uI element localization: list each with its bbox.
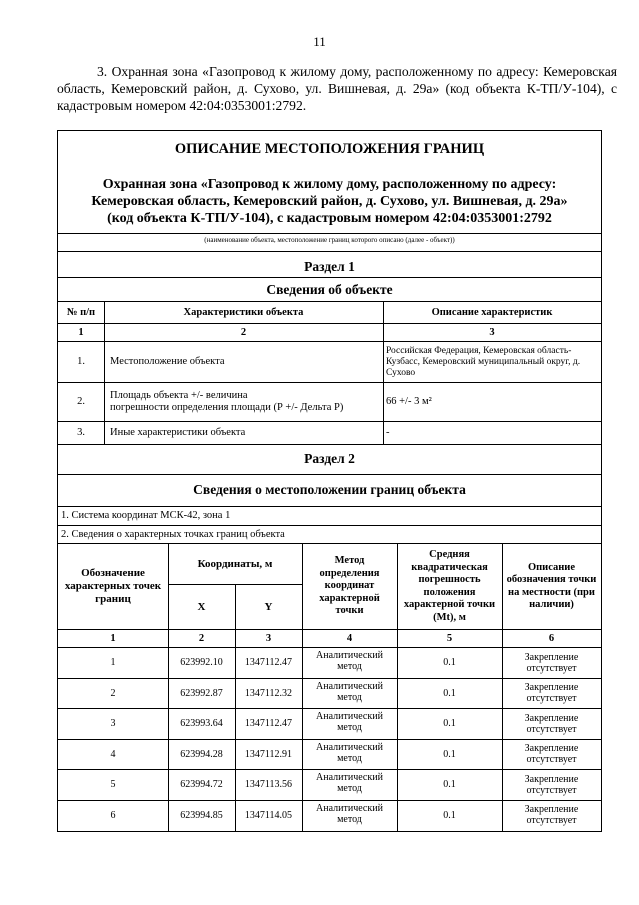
- point-id: 6: [110, 809, 116, 821]
- point-marking: Закрепление отсутствует: [524, 651, 579, 674]
- header-cell: Средняя квадратическая погрешность положения характерной точки (Mt), м: [403, 549, 496, 623]
- point-method: Аналитический метод: [316, 741, 383, 764]
- column-number: 2: [198, 632, 205, 644]
- column-line: [104, 302, 105, 444]
- point-accuracy: 0.1: [443, 657, 456, 669]
- divider: [58, 444, 601, 445]
- header-cell: Характеристики объекта: [183, 306, 304, 318]
- header-cell: Обозначение характерных точек границ: [64, 567, 162, 605]
- point-accuracy: 0.1: [443, 809, 456, 821]
- column-number: 3: [265, 632, 272, 644]
- column-line: [168, 544, 169, 831]
- section2-title: Раздел 2: [304, 451, 355, 466]
- column-number: 3: [489, 326, 495, 338]
- point-id: 3: [110, 718, 116, 730]
- row-number: 2.: [77, 396, 85, 407]
- object-name-line: Кемеровская область, Кемеровский район, д. Сухово, ул. Вишневая, д. 29а»: [91, 194, 568, 209]
- form-title: ОПИСАНИЕ МЕСТОПОЛОЖЕНИЯ ГРАНИЦ: [174, 141, 485, 157]
- row-number: 1.: [77, 356, 85, 367]
- characteristic-name: Местоположение объекта: [110, 356, 225, 367]
- point-accuracy: 0.1: [443, 687, 456, 699]
- point-y: 1347112.91: [244, 748, 293, 760]
- column-number: 1: [110, 632, 116, 644]
- point-marking: Закрепление отсутствует: [524, 773, 579, 796]
- column-number: 1: [78, 326, 84, 338]
- coordinate-system: 1. Система координат МСК-42, зона 1: [61, 510, 231, 521]
- point-x: 623994.85: [180, 809, 223, 821]
- object-caption: (наименование объекта, местоположение границ которого описано (далее - объект)): [204, 236, 455, 244]
- row-number: 3.: [77, 427, 85, 438]
- section2-subtitle: Сведения о местоположении границ объекта: [193, 482, 466, 497]
- column-line: [397, 544, 398, 831]
- point-accuracy: 0.1: [443, 748, 456, 760]
- header-cell: Метод определения координат характерной точки: [319, 555, 380, 617]
- point-accuracy: 0.1: [443, 779, 456, 791]
- intro-paragraph: 3. Охранная зона «Газопровод к жилому дому, расположенному по адресу: Кемеровская область, Кемеровский район, д. Сухово, ул. Вишневая, д. 29а» (код объекта К-ТП/У-104), с кадастровым номером 42:04:0353001:2792.: [57, 64, 617, 113]
- boundary-description-form: [57, 130, 602, 832]
- column-line: [502, 544, 503, 831]
- column-line: [302, 544, 303, 831]
- divider: [58, 474, 601, 475]
- point-x: 623994.28: [180, 748, 223, 760]
- characteristic-name: Иные характеристики объекта: [110, 427, 246, 438]
- point-id: 2: [110, 687, 116, 699]
- object-name: [58, 176, 601, 227]
- point-marking: Закрепление отсутствует: [524, 804, 579, 827]
- section1-subtitle: Сведения об объекте: [266, 282, 393, 297]
- points-caption: 2. Сведения о характерных точках границ объекта: [61, 528, 285, 540]
- point-marking: Закрепление отсутствует: [524, 682, 579, 705]
- divider: [58, 251, 601, 252]
- section1-title: Раздел 1: [304, 259, 355, 274]
- point-method: Аналитический метод: [316, 772, 383, 794]
- characteristic-value: -: [386, 427, 390, 438]
- header-cell: Описание обозначения точки на местности (при наличии): [506, 561, 597, 610]
- point-accuracy: 0.1: [443, 718, 456, 730]
- characteristic-value: 66 +/- 3 м²: [386, 396, 432, 407]
- column-number: 2: [240, 326, 247, 338]
- characteristic-name: [104, 383, 383, 421]
- point-method: Аналитический метод: [316, 711, 383, 733]
- point-id: 4: [110, 748, 116, 760]
- column-line: [383, 302, 384, 444]
- point-y: 1347112.32: [244, 687, 293, 699]
- point-y: 1347112.47: [244, 718, 293, 730]
- header-cell: X: [197, 601, 206, 613]
- point-id: 5: [110, 779, 116, 791]
- characteristic-name-line: погрешности определения площади (Р +/- Дельта Р): [110, 402, 344, 413]
- header-cell: Y: [264, 601, 273, 613]
- header-cell: № п/п: [66, 306, 96, 318]
- column-line: [235, 585, 236, 831]
- point-x: 623992.87: [180, 687, 223, 699]
- point-y: 1347112.47: [244, 657, 293, 669]
- point-x: 623993.64: [180, 718, 223, 730]
- point-id: 1: [110, 657, 116, 669]
- point-x: 623992.10: [180, 657, 223, 669]
- point-y: 1347114.05: [244, 809, 293, 821]
- point-x: 623994.72: [180, 779, 223, 791]
- point-method: Аналитический метод: [316, 650, 383, 672]
- point-method: Аналитический метод: [316, 680, 383, 703]
- point-y: 1347113.56: [244, 779, 293, 791]
- point-method: Аналитический метод: [316, 802, 383, 825]
- page-number: 11: [313, 34, 326, 49]
- divider: [58, 233, 601, 234]
- characteristic-name-line: Площадь объекта +/- величина: [110, 390, 248, 401]
- column-number: 6: [548, 632, 555, 644]
- column-number: 4: [346, 632, 353, 644]
- object-name-line: (код объекта К-ТП/У-104), с кадастровым номером 42:04:0353001:2792: [107, 211, 552, 226]
- characteristic-value: Российская Федерация, Кемеровская область-Кузбасс, Кемеровский муниципальный округ, д. Сухово: [386, 346, 581, 378]
- point-marking: Закрепление отсутствует: [524, 743, 579, 766]
- object-name-line: Охранная зона «Газопровод к жилому дому, расположенному по адресу:: [102, 177, 557, 192]
- divider: [58, 277, 601, 278]
- point-marking: Закрепление отсутствует: [524, 712, 579, 735]
- column-number: 5: [446, 632, 453, 644]
- header-cell: Описание характеристик: [431, 306, 553, 318]
- header-cell: Координаты, м: [197, 558, 273, 570]
